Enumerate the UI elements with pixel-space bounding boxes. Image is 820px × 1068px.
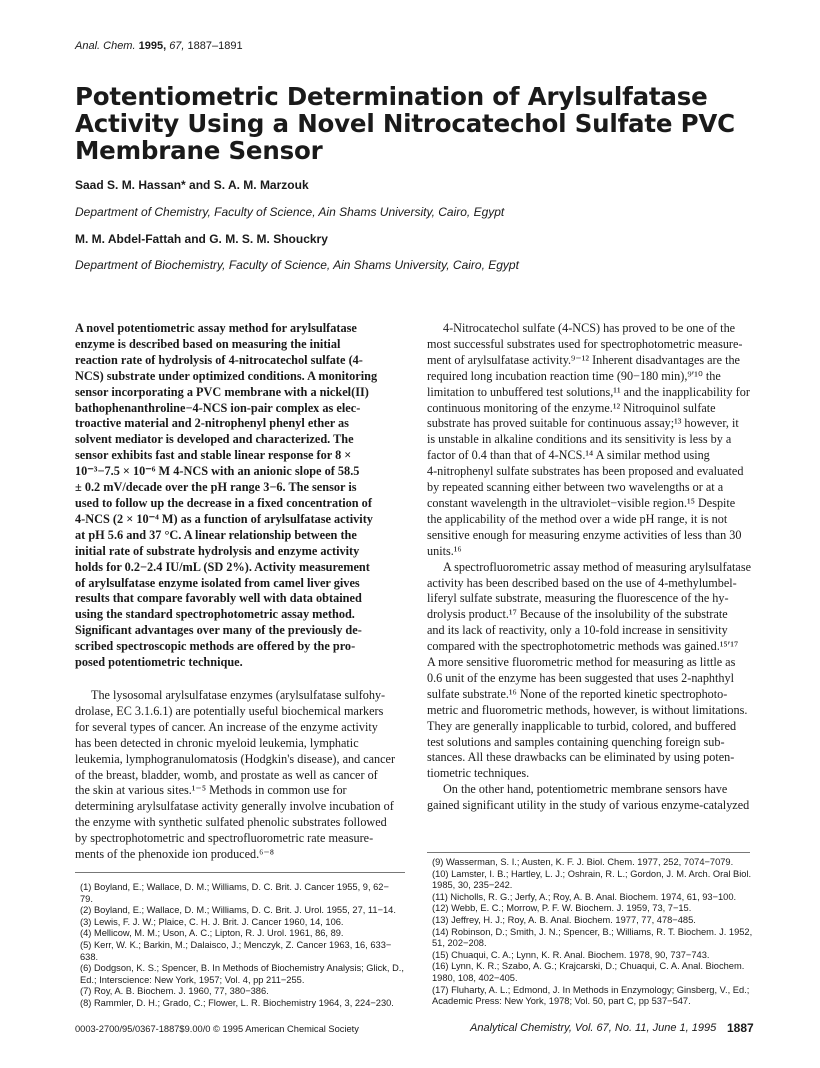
body-line: factor of 0.4 than that of 4-NCS.¹⁴ A similar method using — [427, 448, 710, 463]
affiliation-line-2: Department of Biochemistry, Faculty of Science, Ain Shams University, Cairo, Egypt — [75, 258, 519, 272]
reference-item: 1985, 30, 235−242. — [432, 880, 513, 891]
reference-item: (10) Lamster, I. B.; Hartley, L. J.; Oshrain, R. L.; Gordon, J. M. Arch. Oral Biol. — [432, 868, 752, 879]
abstract-line: enzyme is described based on measuring the initial — [75, 336, 341, 351]
abstract-line: A novel potentiometric assay method for arylsulfatase — [75, 321, 357, 335]
abstract-line: reaction rate of hydrolysis of 4-nitrocatechol sulfate (4- — [75, 352, 363, 367]
introduction-paragraph — [75, 688, 405, 863]
reference-item: Ed.; Interscience: New York, 1957; Vol. 4, pp 211−255. — [80, 974, 305, 985]
reference-item: (15) Chuaqui, C. A.; Lynn, K. R. Anal. Biochem. 1978, 90, 737−743. — [432, 949, 710, 960]
body-line: ments of the phenoxide ion produced.⁶⁻⁸ — [75, 847, 275, 862]
reference-item: (6) Dodgson, K. S.; Spencer, B. In Methods of Biochemistry Analysis; Glick, D., — [80, 963, 404, 974]
abstract-line: sensor exhibits fast and stable linear response for 8 × — [75, 448, 352, 463]
body-line: tiometric techniques. — [427, 766, 530, 781]
article-title — [75, 83, 755, 164]
body-line: sulfate substrate.¹⁶ None of the reported kinetic spectrophoto- — [427, 686, 728, 701]
abstract-line: 4-NCS (2 × 10⁻⁴ M) as a function of arylsulfatase activity — [75, 511, 373, 526]
reference-item: (8) Rammler, D. H.; Grado, C.; Flower, L. R. Biochemistry 1964, 3, 224−230. — [80, 997, 394, 1008]
reference-item: 51, 202−208. — [432, 938, 487, 949]
body-line: by repeated scanning either between two wavelengths or at a — [427, 480, 724, 495]
abstract-line: scribed spectroscopic methods are offered by the pro- — [75, 639, 356, 654]
body-line: 4-nitrophenyl sulfate substrates has been proposed and evaluated — [427, 464, 744, 479]
footnote-divider-left — [75, 872, 405, 873]
abstract-line: troactive material and 2-nitrophenyl phenyl ether as — [75, 416, 349, 431]
body-line: required long incubation reaction time (90−180 min),⁹ʹ¹⁰ the — [427, 368, 721, 383]
body-line: by spectrophotometric and spectrofluorometric rate measure- — [75, 831, 374, 846]
author-line-1: Saad S. M. Hassan* and S. A. M. Marzouk — [75, 178, 309, 192]
body-line: compared with the spectrophotometric methods was gained.¹⁵ʹ¹⁷ — [427, 639, 739, 654]
body-line: units.¹⁶ — [427, 543, 462, 558]
body-line: test solutions and samples containing quenching foreign sub- — [427, 734, 725, 749]
abstract-line: used to follow up the decrease in a fixed concentration of — [75, 495, 372, 510]
reference-item: (3) Lewis, F. J. W.; Plaice, C. H. J. Brit. J. Cancer 1960, 14, 106. — [80, 916, 344, 927]
journal-name: Anal. Chem. — [75, 40, 136, 52]
journal-volume: 67, — [169, 40, 185, 52]
abstract-line: of arylsulfatase enzyme isolated from camel liver gives — [75, 575, 360, 590]
body-line: limitation to unbuffered test solutions,¹¹ and the inapplicability for — [427, 384, 750, 399]
journal-reference — [75, 40, 243, 52]
page-number: 1887 — [727, 1021, 754, 1035]
body-line: The lysosomal arylsulfatase enzymes (arylsulfatase sulfohy- — [91, 688, 386, 702]
abstract-line: results that compare favorably well with data obtained — [75, 591, 362, 606]
abstract-line: solvent mediator is developed and characterized. The — [75, 432, 354, 447]
body-line: constant wavelength in the ultraviolet−visible region.¹⁵ Despite — [427, 495, 736, 510]
body-line: A spectrofluorometric assay method of measuring arylsulfatase — [443, 559, 751, 574]
reference-item: (11) Nicholls, R. G.; Jerfy, A.; Roy, A. B. Anal. Biochem. 1974, 61, 93−100. — [432, 891, 737, 902]
abstract-line: NCS) substrate under optimized conditions. A monitoring — [75, 368, 378, 383]
body-line: most successful substrates used for spectrophotometric measure- — [427, 336, 743, 351]
right-column-text — [427, 321, 750, 814]
footnote-divider-right — [427, 852, 750, 853]
body-line: is unstable in alkaline conditions and its sensitivity is less by a — [427, 432, 732, 447]
reference-item: (2) Boyland, E.; Wallace, D. M.; Williams, D. C. Brit. J. Urol. 1955, 27, 11−14. — [80, 905, 396, 916]
abstract-line: Significant advantages over many of the previously de- — [75, 623, 362, 638]
reference-list-right — [432, 857, 752, 1008]
abstract-line: bathophenanthroline−4-NCS ion-pair complex as elec- — [75, 400, 361, 415]
body-line: 0.6 unit of the enzyme has been suggested that uses 2-naphthyl — [427, 670, 734, 685]
body-line: of the breast, bladder, womb, and prostate as well as cancer of — [75, 767, 378, 782]
abstract-line: posed potentiometric technique. — [75, 655, 243, 670]
body-line: stances. All these drawbacks can be eliminated by using poten- — [427, 750, 735, 765]
title-line: Activity Using a Novel Nitrocatechol Sulfate PVC — [75, 109, 735, 138]
abstract-line: 10⁻³−7.5 × 10⁻⁶ M 4-NCS with an anionic slope of 58.5 — [75, 464, 360, 479]
reference-item: (5) Kerr, W. K.; Barkin, M.; Dalaisco, J.; Menczyk, Z. Cancer 1963, 16, 633− — [80, 939, 392, 950]
reference-item: (16) Lynn, K. R.; Szabo, A. G.; Krajcarski, D.; Chuaqui, C. A. Anal. Biochem. — [432, 961, 745, 972]
body-line: activity has been described based on the use of 4-methylumbel- — [427, 575, 737, 590]
body-line: determining arylsulfatase activity generally involve incubation of — [75, 799, 394, 814]
abstract-line: using the standard spectrophotometric assay method. — [75, 607, 355, 622]
reference-item: Academic Press: New York, 1978; Vol. 50, part C, pp 537−547. — [432, 996, 691, 1007]
body-line: drolysis product.¹⁷ Because of the insolubility of the substrate — [427, 607, 728, 622]
body-line: sensitive enough for measuring enzyme activities of less than 30 — [427, 527, 742, 542]
reference-item: 1980, 108, 402−405. — [432, 972, 518, 983]
body-line: A more sensitive fluorometric method for measuring as little as — [427, 655, 736, 670]
reference-item: (9) Wasserman, S. I.; Austen, K. F. J. Biol. Chem. 1977, 252, 7074−7079. — [432, 857, 734, 867]
body-line: substrate has proved suitable for continuous assay;¹³ however, it — [427, 416, 739, 431]
body-line: continuous monitoring of the enzyme.¹² Nitroquinol sulfate — [427, 400, 716, 415]
body-line: and its lack of reactivity, only a 10-fold increase in sensitivity — [427, 623, 728, 638]
body-line: the applicability of the method over a wide pH range, it is not — [427, 511, 728, 526]
title-line: Membrane Sensor — [75, 136, 323, 165]
reference-item: (12) Webb, E. C.; Morrow, P. F. W. Biochem. J. 1959, 73, 7−15. — [432, 903, 692, 914]
body-line: the enzyme with synthetic sulfated phenolic substrates followed — [75, 815, 387, 830]
reference-item: (17) Fluharty, A. L.; Edmond, J. In Methods in Enzymology; Ginsberg, V., Ed.; — [432, 984, 750, 995]
reference-item: (1) Boyland, E.; Wallace, D. M.; Williams, D. C. Brit. J. Cancer 1955, 9, 62− — [80, 882, 389, 892]
reference-list-left — [80, 882, 404, 1010]
journal-year: 1995, — [138, 40, 167, 52]
abstract — [75, 321, 405, 671]
abstract-line: sensor incorporating a PVC membrane with a nickel(II) — [75, 384, 369, 399]
body-line: ment of arylsulfatase activity.⁹⁻¹² Inherent disadvantages are the — [427, 352, 740, 367]
body-line: drolase, EC 3.1.6.1) are potentially useful biochemical markers — [75, 703, 384, 718]
copyright-code: 0003-2700/95/0367-1887$9.00/0 © 1995 American Chemical Society — [75, 1024, 359, 1034]
affiliation-line-1: Department of Chemistry, Faculty of Science, Ain Shams University, Cairo, Egypt — [75, 205, 505, 219]
reference-item: (14) Robinson, D.; Smith, J. N.; Spencer, B.; Williams, R. T. Biochem. J. 1952, — [432, 926, 753, 937]
body-line: metric and fluorometric methods, however, is without limitations. — [427, 702, 748, 717]
body-line: They are generally inapplicable to turbid, colored, and buffered — [427, 718, 737, 733]
title-line: Potentiometric Determination of Arylsulfatase — [75, 82, 708, 111]
body-line: liferyl sulfate substrate, measuring the fluorescence of the hy- — [427, 591, 729, 606]
body-line: 4-Nitrocatechol sulfate (4-NCS) has proved to be one of the — [443, 321, 736, 335]
body-line: for several types of cancer. An increase of the enzyme activity — [75, 719, 378, 734]
abstract-line: at pH 5.6 and 37 °C. A linear relationship between the — [75, 527, 357, 542]
journal-citation: Analytical Chemistry, Vol. 67, No. 11, June 1, 1995 — [470, 1022, 717, 1034]
body-line: the skin at various sites.¹⁻⁵ Methods in common use for — [75, 783, 347, 798]
reference-item: (4) Mellicow, M. M.; Uson, A. C.; Lipton, R. J. Urol. 1961, 86, 89. — [80, 928, 344, 939]
journal-pages: 1887–1891 — [187, 40, 243, 52]
reference-item: (7) Roy, A. B. Biochem. J. 1960, 77, 380−386. — [80, 986, 269, 997]
abstract-line: ± 0.2 mV/decade over the pH range 3−6. The sensor is — [75, 480, 357, 495]
body-line: has been detected in chronic myeloid leukemia, lymphatic — [75, 735, 359, 750]
reference-item: (13) Jeffrey, H. J.; Roy, A. B. Anal. Biochem. 1977, 77, 478−485. — [432, 914, 696, 925]
abstract-line: holds for 0.2−2.4 IU/mL (SD 2%). Activity measurement — [75, 559, 370, 574]
body-line: leukemia, lymphogranulomatosis (Hodgkin's disease), and cancer — [75, 751, 395, 766]
body-line: gained significant utility in the study of various enzyme-catalyzed — [427, 798, 750, 813]
abstract-line: initial rate of substrate hydrolysis and enzyme activity — [75, 543, 360, 558]
body-line: On the other hand, potentiometric membrane sensors have — [443, 782, 728, 797]
author-line-2: M. M. Abdel-Fattah and G. M. S. M. Shouckry — [75, 232, 328, 246]
reference-item: 638. — [80, 951, 99, 962]
reference-item: 79. — [80, 893, 93, 904]
